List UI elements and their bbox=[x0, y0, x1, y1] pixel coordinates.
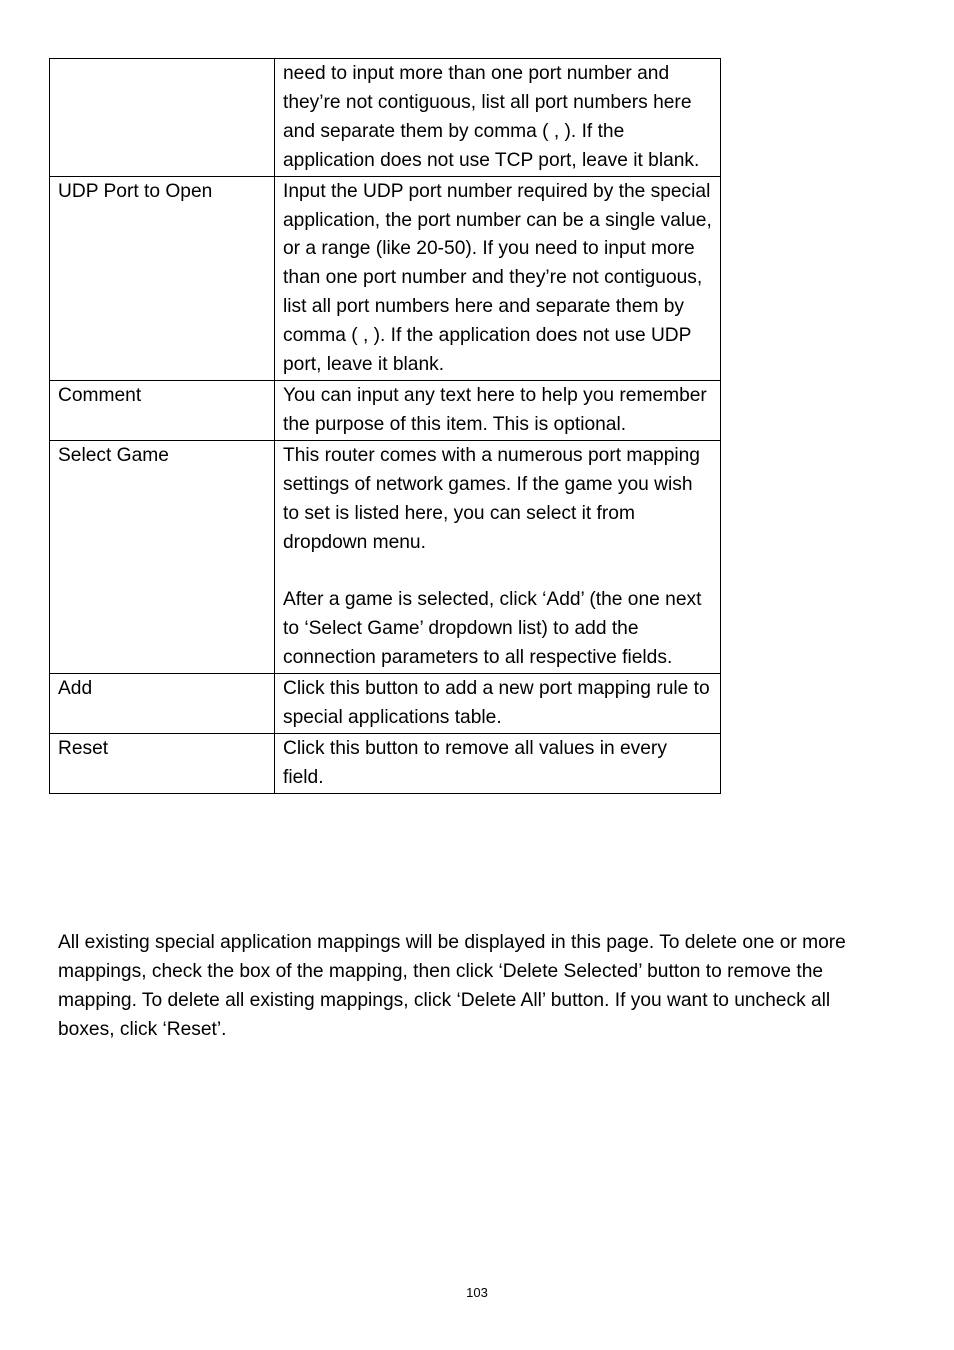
page-number: 103 bbox=[466, 1285, 488, 1300]
table-row bbox=[50, 440, 721, 673]
settings-description-table bbox=[49, 58, 721, 794]
paragraph-break bbox=[283, 557, 712, 586]
table-row bbox=[50, 176, 721, 380]
row-label bbox=[50, 59, 275, 177]
body-paragraph: All existing special application mappings will be displayed in this page. To delete one or more mappings, check the box of the mapping, then click ‘Delete Selected’ button to remove the mapping. To delete all existing mappings, click ‘Delete All’ button. If you want to uncheck all boxes, click ‘Reset’. bbox=[58, 932, 846, 1040]
row-description: You can input any text here to help you remember the purpose of this item. This is optional. bbox=[275, 380, 721, 440]
row-label: Comment bbox=[50, 380, 275, 440]
row-description-second-paragraph: After a game is selected, click ‘Add’ (the one next to ‘Select Game’ dropdown list) to add the connection parameters to all respective fields. bbox=[283, 589, 702, 669]
row-label: Select Game bbox=[50, 440, 275, 673]
table-row bbox=[50, 733, 721, 793]
row-description: Click this button to add a new port mapping rule to special applications table. bbox=[275, 674, 721, 734]
row-label: Reset bbox=[50, 733, 275, 793]
row-description-cell bbox=[275, 440, 721, 673]
table-row bbox=[50, 59, 721, 177]
row-description: Click this button to remove all values in every field. bbox=[275, 733, 721, 793]
row-description: This router comes with a numerous port mapping settings of network games. If the game you wish to set is listed here, you can select it from dropdown menu. bbox=[283, 444, 700, 553]
row-description: Input the UDP port number required by the special application, the port number can be a single value, or a range (like 20-50). If you need to input more than one port number and they’re not contiguous, list all port numbers here and separate them by comma ( , ). If the application does not use UDP port, leave it blank. bbox=[275, 176, 721, 380]
row-description: need to input more than one port number and they’re not contiguous, list all port numbers here and separate them by comma ( , ). If the application does not use TCP port, leave it blank. bbox=[275, 59, 721, 177]
table-row bbox=[50, 674, 721, 734]
table-row bbox=[50, 380, 721, 440]
row-label: Add bbox=[50, 674, 275, 734]
row-label: UDP Port to Open bbox=[50, 176, 275, 380]
